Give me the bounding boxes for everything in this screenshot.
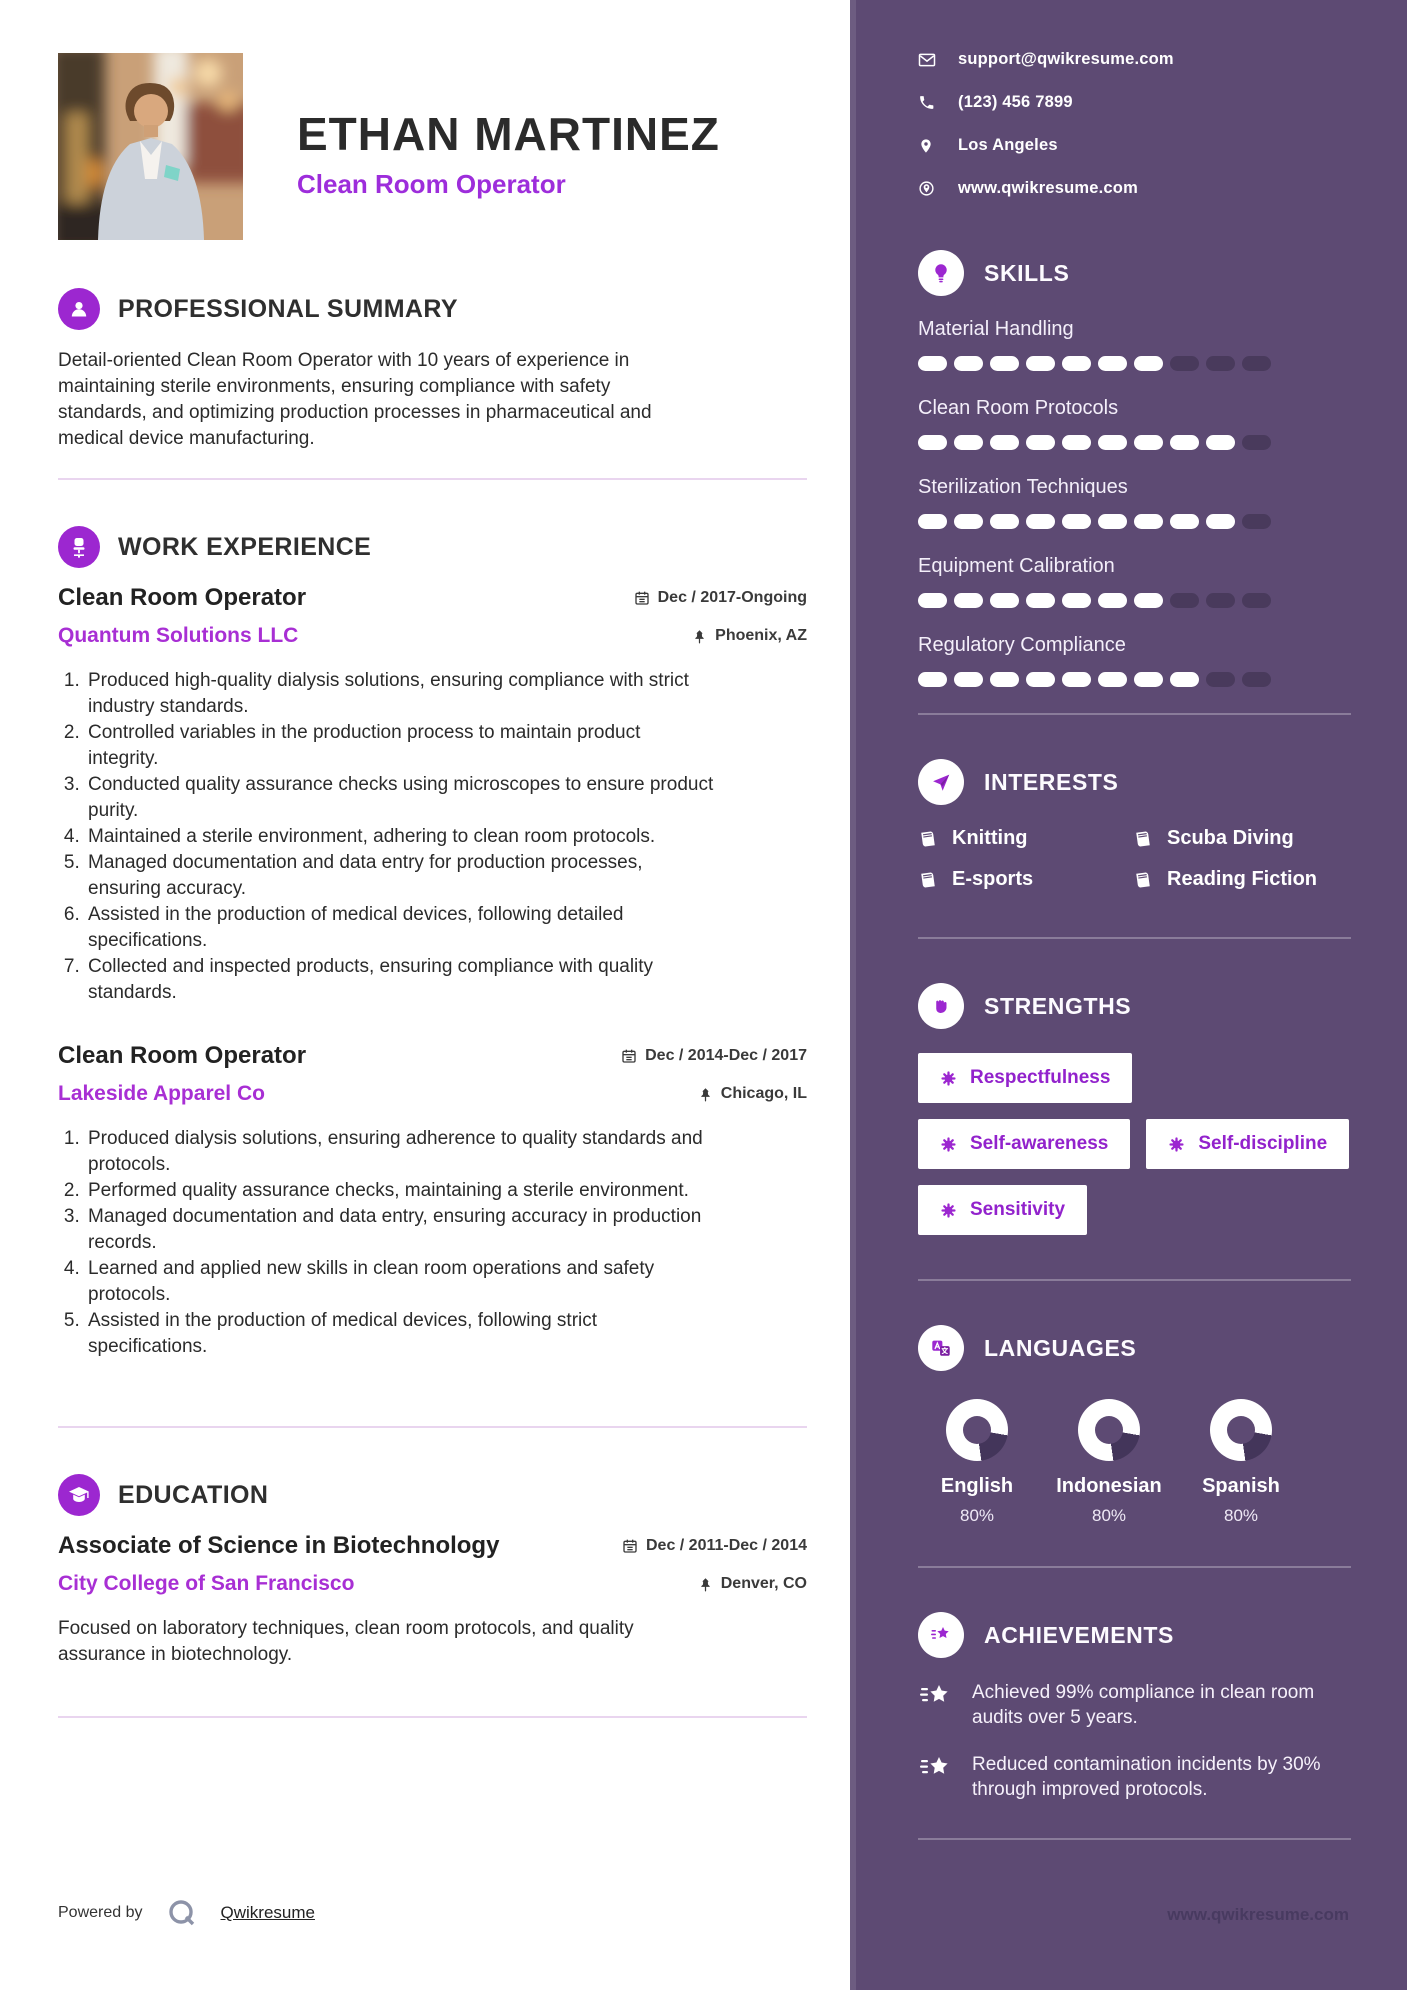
skill-bar-segment bbox=[1134, 672, 1163, 687]
contact-phone-text: (123) 456 7899 bbox=[958, 93, 1073, 111]
skills-section-header bbox=[918, 250, 1351, 296]
skill-bar-segment bbox=[954, 593, 983, 608]
burst-icon bbox=[1168, 1136, 1185, 1153]
interest-label: Reading Fiction bbox=[1167, 868, 1317, 890]
skill-name: Sterilization Techniques bbox=[918, 476, 1128, 498]
education-description: Focused on laboratory techniques, clean room protocols, and quality assurance in biotechnology. bbox=[58, 1618, 634, 1665]
job-location bbox=[621, 1085, 807, 1103]
book-icon bbox=[1132, 827, 1155, 850]
contact-location bbox=[918, 136, 1351, 155]
lightbulb-icon bbox=[918, 250, 964, 296]
job-company-link[interactable]: Quantum Solutions LLC bbox=[58, 624, 299, 647]
job-bullet: 4. Learned and applied new skills in clean room operations and safety protocols. bbox=[85, 1256, 715, 1308]
contact-website[interactable] bbox=[918, 179, 1351, 198]
skill-bar-segment bbox=[990, 514, 1019, 529]
skill-bar-segment bbox=[990, 672, 1019, 687]
skill-bar-segment bbox=[954, 435, 983, 450]
school-link[interactable]: City College of San Francisco bbox=[58, 1572, 355, 1595]
language-item bbox=[1182, 1399, 1300, 1526]
work-section-header bbox=[58, 526, 807, 568]
burst-icon bbox=[940, 1136, 957, 1153]
language-name: Indonesian bbox=[1056, 1475, 1162, 1497]
interest-label: Knitting bbox=[952, 827, 1028, 849]
contact-website-text: www.qwikresume.com bbox=[958, 179, 1138, 197]
skill-bar-segment bbox=[1134, 593, 1163, 608]
skill-bar-segment bbox=[918, 593, 947, 608]
education-date bbox=[622, 1537, 807, 1555]
skill-name: Equipment Calibration bbox=[918, 555, 1115, 577]
section-interests bbox=[918, 759, 1351, 891]
skill-bar-segment bbox=[1098, 356, 1127, 371]
job-date-text: Dec / 2014-Dec / 2017 bbox=[645, 1047, 807, 1064]
interest-item bbox=[1133, 827, 1351, 850]
languages-heading: LANGUAGES bbox=[984, 1334, 1137, 1361]
profile-photo bbox=[58, 53, 243, 240]
divider bbox=[918, 1566, 1351, 1568]
skill-name: Clean Room Protocols bbox=[918, 397, 1119, 419]
job-bullet: 5. Managed documentation and data entry for production processes, ensuring accuracy. bbox=[85, 850, 715, 902]
skill-bar-segment bbox=[1026, 435, 1055, 450]
skill-bar-segment bbox=[954, 356, 983, 371]
language-percent: 80% bbox=[1223, 1506, 1259, 1525]
skill-bar-segment bbox=[1134, 435, 1163, 450]
job-entry bbox=[58, 1042, 807, 1360]
interest-label: E-sports bbox=[952, 868, 1034, 890]
calendar-icon bbox=[622, 1538, 638, 1554]
job-company-link[interactable]: Lakeside Apparel Co bbox=[58, 1082, 265, 1105]
job-title: Clean Room Operator bbox=[58, 584, 307, 611]
job-bullet: 5. Assisted in the production of medical devices, following strict specifications. bbox=[85, 1308, 715, 1360]
identity-text bbox=[297, 53, 720, 240]
burst-icon bbox=[940, 1070, 957, 1087]
language-name: Spanish bbox=[1202, 1475, 1280, 1497]
job-bullet: 1. Produced dialysis solutions, ensuring adherence to quality standards and protocols. bbox=[85, 1126, 715, 1178]
skill-bar-segment bbox=[1062, 356, 1091, 371]
skill-bar-segment bbox=[1062, 672, 1091, 687]
skill-bar-segment bbox=[1098, 593, 1127, 608]
interests-list bbox=[918, 827, 1351, 891]
skills-list bbox=[918, 318, 1351, 687]
interest-item bbox=[918, 868, 1133, 891]
skill-bar-segment bbox=[1242, 672, 1271, 687]
job-date bbox=[621, 1047, 807, 1065]
skill-bar-segment bbox=[1206, 672, 1235, 687]
skill-bar-segment bbox=[1206, 356, 1235, 371]
divider bbox=[918, 1279, 1351, 1281]
interests-section-header bbox=[918, 759, 1351, 805]
section-skills bbox=[918, 250, 1351, 687]
skill-name: Regulatory Compliance bbox=[918, 634, 1126, 656]
skill-bar-segment bbox=[1026, 593, 1055, 608]
skill-bar-segment bbox=[1170, 593, 1199, 608]
translate-icon bbox=[918, 1325, 964, 1371]
skill-item bbox=[918, 397, 1351, 450]
achievement-text: Reduced contamination incidents by 30% through improved protocols. bbox=[972, 1754, 1321, 1800]
strength-label: Self-awareness bbox=[970, 1133, 1109, 1154]
job-entry bbox=[58, 584, 807, 1006]
job-bullet: 6. Assisted in the production of medical devices, following detailed specifications. bbox=[85, 902, 715, 954]
skill-item bbox=[918, 318, 1351, 371]
skill-bar-segment bbox=[1242, 435, 1271, 450]
book-icon bbox=[1132, 868, 1155, 891]
star-badge-icon bbox=[918, 1680, 954, 1730]
degree-title: Associate of Science in Biotechnology bbox=[58, 1532, 500, 1559]
achievements-list bbox=[918, 1680, 1351, 1802]
contact-phone[interactable] bbox=[918, 93, 1351, 112]
skill-bar-segment bbox=[1026, 672, 1055, 687]
contact-email-text: support@qwikresume.com bbox=[958, 50, 1174, 68]
strength-label: Respectfulness bbox=[970, 1067, 1111, 1088]
skill-bar-segment bbox=[918, 435, 947, 450]
skill-level-bar bbox=[918, 672, 1351, 687]
language-name: English bbox=[940, 1475, 1014, 1497]
skill-bar-segment bbox=[1242, 514, 1271, 529]
divider bbox=[918, 1838, 1351, 1840]
skill-bar-segment bbox=[1170, 435, 1199, 450]
identity-header bbox=[58, 0, 807, 240]
skill-bar-segment bbox=[1098, 514, 1127, 529]
section-education bbox=[58, 1474, 807, 1668]
skill-item bbox=[918, 476, 1351, 529]
skill-item bbox=[918, 634, 1351, 687]
languages-list bbox=[918, 1399, 1300, 1526]
mail-icon bbox=[918, 51, 936, 69]
section-professional-summary bbox=[58, 288, 807, 452]
summary-text: Detail-oriented Clean Room Operator with 10 years of experience in maintaining sterile environments, ensuring compliance with safety standards, and optimizing production processes in pharmaceutical and medical device manufacturing. bbox=[58, 350, 652, 449]
job-bullet: 1. Produced high-quality dialysis solutions, ensuring compliance with strict industry standards. bbox=[85, 668, 715, 720]
footer bbox=[58, 1898, 315, 1928]
strength-tag bbox=[1146, 1119, 1349, 1169]
powered-by-label: Powered by bbox=[58, 1904, 143, 1921]
summary-section-header bbox=[58, 288, 807, 330]
watermark: www.qwikresume.com bbox=[1167, 1905, 1349, 1924]
achievements-heading: ACHIEVEMENTS bbox=[984, 1621, 1174, 1648]
location-pin-icon bbox=[918, 137, 936, 155]
contact-location-text: Los Angeles bbox=[958, 136, 1058, 154]
job-location bbox=[634, 627, 807, 645]
section-work-experience bbox=[58, 526, 807, 1360]
strengths-heading: STRENGTHS bbox=[984, 992, 1132, 1019]
skill-bar-segment bbox=[990, 356, 1019, 371]
job-location-text: Phoenix, AZ bbox=[715, 627, 807, 644]
section-achievements bbox=[918, 1612, 1351, 1802]
pushpin-icon bbox=[698, 1577, 713, 1592]
qwikresume-link[interactable]: Qwikresume bbox=[220, 1903, 315, 1922]
skill-name: Material Handling bbox=[918, 318, 1074, 340]
shooting-star-icon bbox=[918, 1612, 964, 1658]
contact-block bbox=[918, 50, 1351, 198]
language-item bbox=[1050, 1399, 1168, 1526]
divider bbox=[918, 713, 1351, 715]
skill-bar-segment bbox=[1062, 514, 1091, 529]
person-job-title: Clean Room Operator bbox=[297, 169, 566, 199]
strengths-row bbox=[918, 1053, 1351, 1103]
education-header bbox=[58, 1532, 807, 1596]
divider bbox=[918, 937, 1351, 939]
job-date-text: Dec / 2017-Ongoing bbox=[657, 589, 807, 606]
job-bullet: 2. Performed quality assurance checks, maintaining a sterile environment. bbox=[85, 1178, 715, 1204]
interests-heading: INTERESTS bbox=[984, 768, 1119, 795]
job-bullet: 4. Maintained a sterile environment, adhering to clean room protocols. bbox=[85, 824, 715, 850]
job-location-text: Chicago, IL bbox=[720, 1085, 807, 1102]
job-bullet-list bbox=[58, 1126, 715, 1360]
skill-bar-segment bbox=[1170, 672, 1199, 687]
skill-bar-segment bbox=[1098, 672, 1127, 687]
skill-bar-segment bbox=[1062, 435, 1091, 450]
interest-item bbox=[918, 827, 1133, 850]
education-date-text: Dec / 2011-Dec / 2014 bbox=[645, 1537, 807, 1554]
skill-bar-segment bbox=[1170, 356, 1199, 371]
divider bbox=[58, 1716, 807, 1718]
strength-tag bbox=[918, 1053, 1132, 1103]
job-header bbox=[58, 1042, 807, 1106]
work-heading: WORK EXPERIENCE bbox=[118, 532, 372, 561]
strength-tag bbox=[918, 1185, 1087, 1235]
skill-bar-segment bbox=[1026, 514, 1055, 529]
language-donut-chart bbox=[946, 1399, 1008, 1461]
section-strengths bbox=[918, 983, 1351, 1235]
sidebar bbox=[850, 0, 1407, 1990]
person-name: ETHAN MARTINEZ bbox=[297, 108, 720, 160]
burst-icon bbox=[940, 1202, 957, 1219]
language-donut-chart bbox=[1078, 1399, 1140, 1461]
contact-email[interactable] bbox=[918, 50, 1351, 69]
language-donut-chart bbox=[1210, 1399, 1272, 1461]
phone-icon bbox=[918, 94, 936, 111]
languages-section-header bbox=[918, 1325, 1351, 1371]
skill-bar-segment bbox=[1206, 514, 1235, 529]
summary-heading: PROFESSIONAL SUMMARY bbox=[118, 294, 458, 323]
education-heading: EDUCATION bbox=[118, 1480, 269, 1509]
skill-bar-segment bbox=[954, 672, 983, 687]
education-section-header bbox=[58, 1474, 807, 1516]
strengths-row bbox=[918, 1119, 1351, 1169]
interest-item bbox=[1133, 868, 1351, 891]
skill-level-bar bbox=[918, 435, 1351, 450]
job-bullet: 7. Collected and inspected products, ensuring compliance with quality standards. bbox=[85, 954, 715, 1006]
skill-bar-segment bbox=[1242, 356, 1271, 371]
pushpin-icon bbox=[698, 1087, 713, 1102]
skill-bar-segment bbox=[990, 593, 1019, 608]
skill-bar-segment bbox=[1062, 593, 1091, 608]
language-percent: 80% bbox=[1091, 1506, 1127, 1525]
skill-bar-segment bbox=[918, 356, 947, 371]
pushpin-icon bbox=[692, 629, 707, 644]
skill-bar-segment bbox=[1242, 593, 1271, 608]
graduation-cap-icon bbox=[58, 1474, 100, 1516]
strength-tag bbox=[918, 1119, 1130, 1169]
education-entry bbox=[58, 1532, 807, 1668]
strength-label: Self-discipline bbox=[1198, 1133, 1328, 1154]
strength-label: Sensitivity bbox=[970, 1199, 1066, 1220]
job-title: Clean Room Operator bbox=[58, 1042, 307, 1069]
achievement-item bbox=[918, 1680, 1351, 1730]
skill-bar-segment bbox=[918, 514, 947, 529]
skill-item bbox=[918, 555, 1351, 608]
calendar-icon bbox=[621, 1048, 637, 1064]
section-languages bbox=[918, 1325, 1351, 1526]
star-badge-icon bbox=[918, 1752, 954, 1802]
fist-icon bbox=[918, 983, 964, 1029]
strengths-section-header bbox=[918, 983, 1351, 1029]
skill-bar-segment bbox=[1134, 356, 1163, 371]
job-date bbox=[634, 589, 807, 607]
achievement-text: Achieved 99% compliance in clean room audits over 5 years. bbox=[972, 1682, 1315, 1728]
strengths-row bbox=[918, 1185, 1351, 1235]
qwikresume-logo-icon bbox=[167, 1898, 197, 1928]
office-chair-icon bbox=[58, 526, 100, 568]
skill-bar-segment bbox=[1026, 356, 1055, 371]
paper-plane-icon bbox=[918, 759, 964, 805]
calendar-icon bbox=[634, 590, 650, 606]
language-item bbox=[918, 1399, 1036, 1526]
skill-bar-segment bbox=[990, 435, 1019, 450]
skill-bar-segment bbox=[918, 672, 947, 687]
skill-bar-segment bbox=[1170, 514, 1199, 529]
divider bbox=[58, 1426, 807, 1428]
skills-heading: SKILLS bbox=[984, 259, 1070, 286]
language-percent: 80% bbox=[959, 1506, 995, 1525]
skill-bar-segment bbox=[954, 514, 983, 529]
skill-level-bar bbox=[918, 356, 1351, 371]
skill-bar-segment bbox=[1206, 435, 1235, 450]
job-header bbox=[58, 584, 807, 648]
divider bbox=[58, 478, 807, 480]
education-location bbox=[622, 1575, 807, 1593]
achievement-item bbox=[918, 1752, 1351, 1802]
achievements-section-header bbox=[918, 1612, 1351, 1658]
job-bullet: 2. Controlled variables in the production process to maintain product integrity. bbox=[85, 720, 715, 772]
strengths-list bbox=[918, 1053, 1351, 1235]
book-icon bbox=[917, 868, 940, 891]
skill-bar-segment bbox=[1098, 435, 1127, 450]
person-icon bbox=[58, 288, 100, 330]
education-location-text: Denver, CO bbox=[720, 1575, 807, 1592]
job-bullet: 3. Managed documentation and data entry, ensuring accuracy in production records. bbox=[85, 1204, 715, 1256]
skill-level-bar bbox=[918, 514, 1351, 529]
book-icon bbox=[917, 827, 940, 850]
interest-label: Scuba Diving bbox=[1167, 827, 1294, 849]
skill-bar-segment bbox=[1134, 514, 1163, 529]
globe-icon bbox=[918, 180, 936, 197]
job-bullet: 3. Conducted quality assurance checks using microscopes to ensure product purity. bbox=[85, 772, 715, 824]
skill-bar-segment bbox=[1206, 593, 1235, 608]
job-bullet-list bbox=[58, 668, 715, 1006]
skill-level-bar bbox=[918, 593, 1351, 608]
